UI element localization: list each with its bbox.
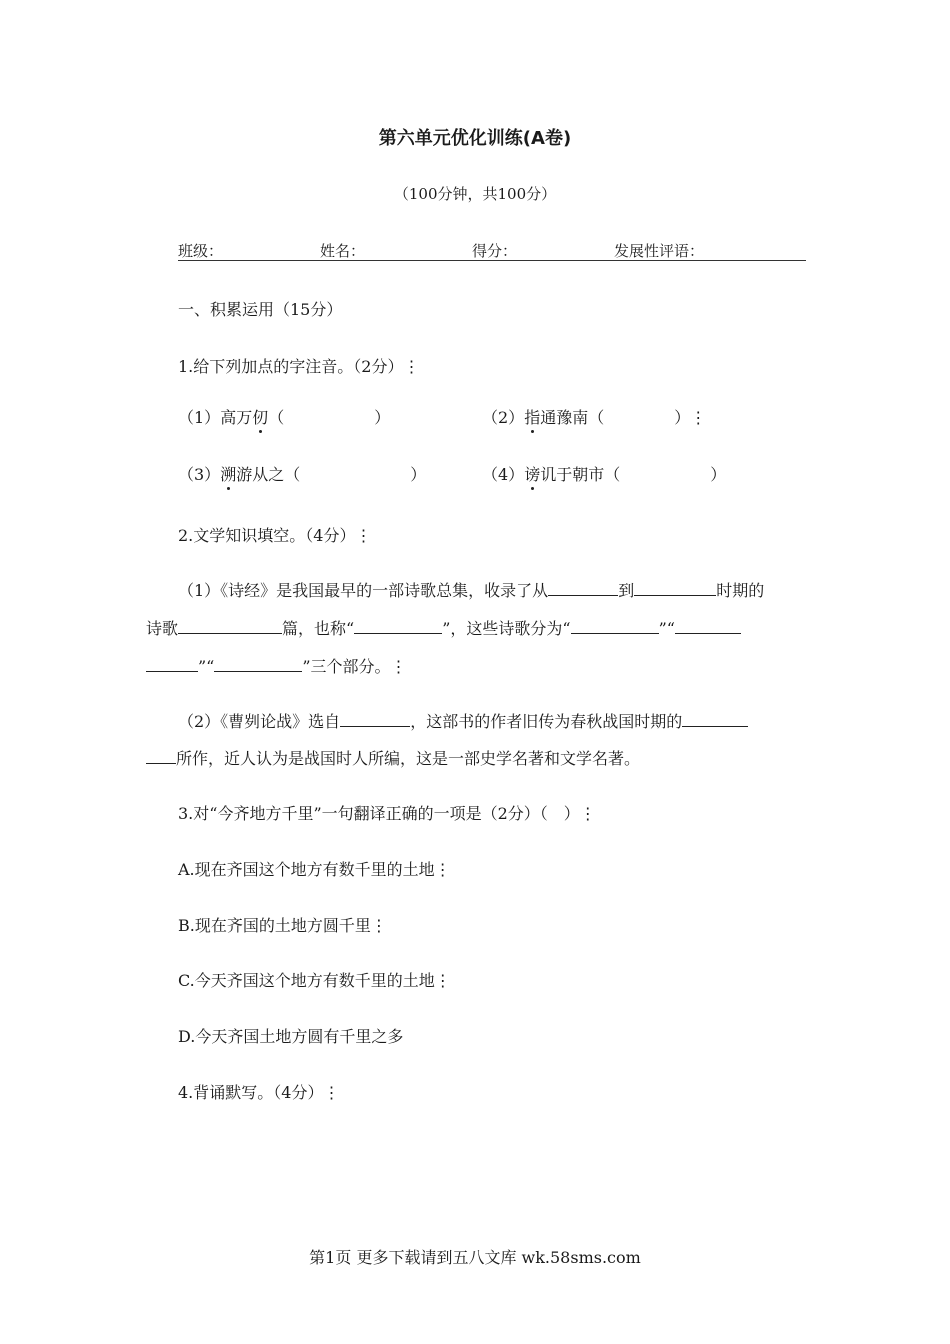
q1-item-3: （3）溯游从之（ ） [178,465,427,484]
answer-blank[interactable] [146,747,176,764]
answer-blank[interactable] [178,617,282,634]
question-1-stem: 1.给下列加点的字注音。（2分）⋮ [178,357,420,376]
answer-blank[interactable] [340,710,410,727]
page-title: 第六单元优化训练(A卷) [378,128,572,149]
q1-item-2: （2）指通豫南（ ）⋮ [482,408,707,427]
dotted-char: 指 [524,408,541,427]
class-label: 班级： [178,242,224,260]
question-3-stem: 3.对“今齐地方千里”一句翻译正确的一项是（2分）（ ）⋮ [178,804,596,823]
q2-p1-line2: 诗歌 篇，也称“ ”，这些诗歌分为“ ”“ [146,616,741,639]
dotted-char: 溯 [220,465,237,484]
answer-blank[interactable] [146,655,198,672]
answer-blank[interactable] [571,617,659,634]
answer-blank[interactable] [354,617,442,634]
question-2-stem: 2.文学知识填空。（4分）⋮ [178,526,372,545]
student-info-line [178,240,806,261]
dotted-char: 仞 [252,408,269,427]
question-4-stem: 4.背诵默写。（4分）⋮ [178,1083,340,1102]
q2-p2-line2: 所作，近人认为是战国时人所编，这是一部史学名著和文学名著。 [146,746,640,769]
answer-blank[interactable] [548,579,618,596]
answer-blank[interactable] [214,655,302,672]
comment-label: 发展性评语： [614,242,705,260]
option-a[interactable]: A.现在齐国这个地方有数千里的土地⋮ [178,860,451,879]
score-label: 得分： [472,242,518,260]
answer-blank[interactable] [675,617,741,634]
section-heading: 一、积累运用（15分） [178,300,343,319]
time-score-subtitle: （100分钟，共100分） [393,185,557,203]
answer-blank[interactable] [682,710,748,727]
q2-p2-line1: （2）《曹刿论战》选自 ，这部书的作者旧传为春秋战国时期的 [178,709,748,732]
option-b[interactable]: B.现在齐国的土地方圆千里⋮ [178,916,387,935]
answer-blank[interactable] [634,579,716,596]
option-c[interactable]: C.今天齐国这个地方有数千里的土地⋮ [178,971,451,990]
q1-item-1: （1）高万仞（ ） [178,408,391,427]
q2-p1-line1: （1）《诗经》是我国最早的一部诗歌总集，收录了从 到 时期的 [178,581,765,600]
name-label: 姓名： [320,242,366,260]
option-d[interactable]: D.今天齐国土地方圆有千里之多 [178,1027,404,1046]
page-footer: 第1页 更多下载请到五八文库 wk.58sms.com [309,1248,641,1267]
q1-item-4: （4）谤讥于朝市（ ） [482,465,727,484]
dotted-char: 谤 [524,465,541,484]
q2-p1-line3: ”“ ”三个部分。⋮ [146,654,407,677]
